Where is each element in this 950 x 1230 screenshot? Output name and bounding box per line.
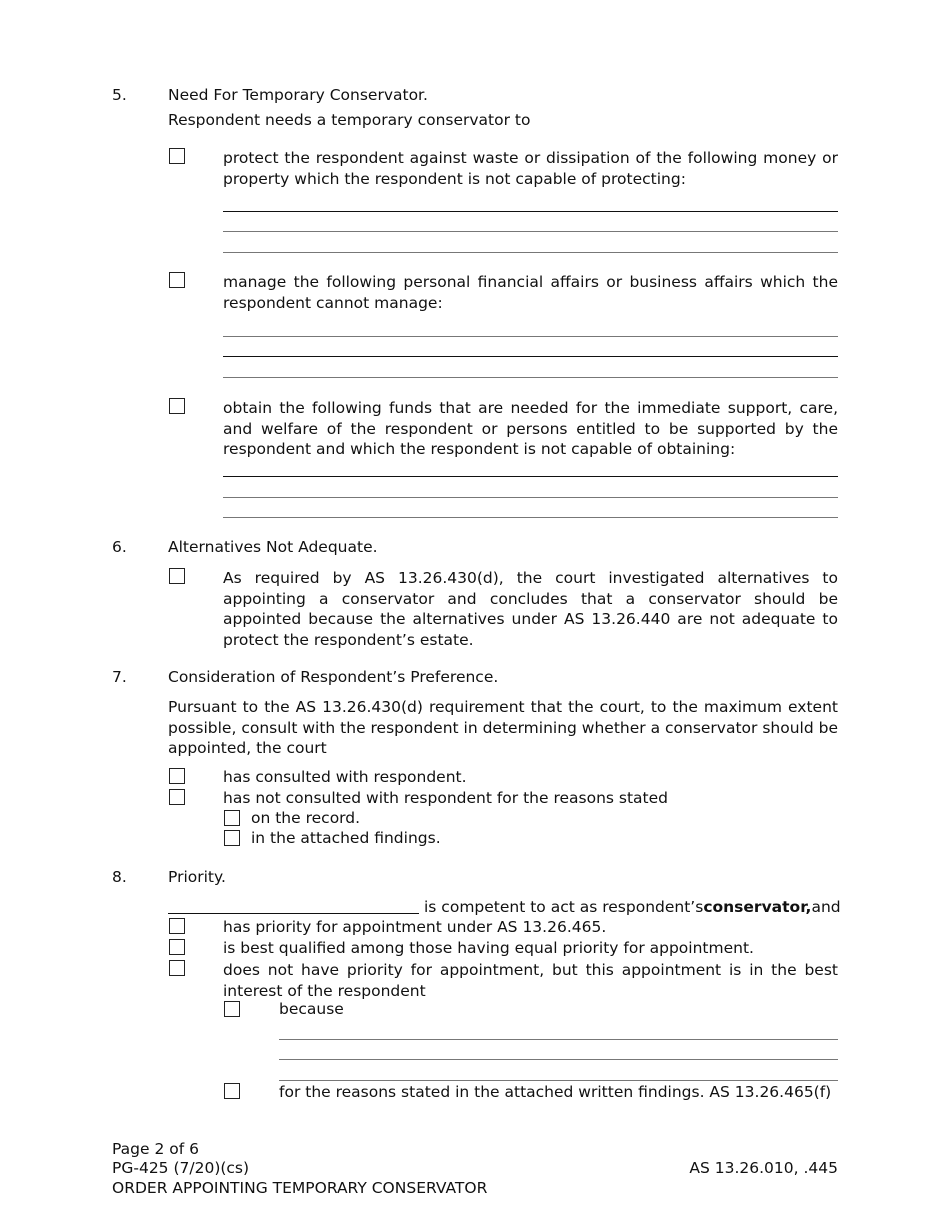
checkbox-best-qualified[interactable] (169, 939, 185, 955)
option-because: because (279, 1000, 344, 1018)
option-has-consulted: has consulted with respondent. (223, 768, 467, 786)
option-has-not-consulted: has not consulted with respondent for the reasons stated (223, 789, 669, 807)
protect-property-line-3[interactable] (223, 252, 838, 253)
conservator-name-field[interactable] (168, 913, 419, 914)
option-on-record: on the record. (251, 809, 361, 827)
checkbox-manage-affairs[interactable] (169, 272, 185, 288)
protect-property-line-1[interactable] (223, 211, 838, 212)
manage-affairs-line-3[interactable] (223, 377, 838, 378)
option-attached-findings: in the attached findings. (251, 829, 441, 847)
obtain-funds-line-2[interactable] (223, 497, 838, 498)
obtain-funds-line-1[interactable] (223, 476, 838, 477)
option-has-priority: has priority for appointment under AS 13.26.465. (223, 918, 607, 936)
option-manage-affairs: manage the following personal financial affairs or business affairs which the respondent cannot manage: (223, 273, 838, 312)
checkbox-attached-findings[interactable] (224, 830, 240, 846)
footer-statute: AS 13.26.010, .445 (689, 1159, 838, 1177)
option-obtain-funds: obtain the following funds that are needed for the immediate support, care, and welfare of the respondent or persons entitled to be supported by the respondent and which the respondent is not capable of obtaining: (223, 399, 838, 458)
option-protect-property: protect the respondent against waste or dissipation of the following money or property which the respondent is not capable of protecting: (223, 149, 838, 188)
because-line-2[interactable] (279, 1059, 838, 1060)
section-5-intro: Respondent needs a temporary conservator to (168, 111, 531, 129)
checkbox-alternatives-not-adequate[interactable] (169, 568, 185, 584)
option-written-findings: for the reasons stated in the attached written findings. AS 13.26.465(f) (279, 1083, 832, 1101)
manage-affairs-line-1[interactable] (223, 336, 838, 337)
section-7-intro: Pursuant to the AS 13.26.430(d) requirement that the court, to the maximum extent possible, consult with the respondent in determining whether a conservator should be appointed, the court (168, 698, 838, 757)
competent-and: and (811, 898, 841, 916)
option-best-qualified: is best qualified among those having equal priority for appointment. (223, 939, 754, 957)
checkbox-obtain-funds[interactable] (169, 398, 185, 414)
competent-statement (424, 898, 841, 916)
footer-form-number: PG-425 (7/20)(cs) (112, 1159, 250, 1177)
checkbox-no-priority[interactable] (169, 960, 185, 976)
protect-property-line-2[interactable] (223, 231, 838, 232)
checkbox-has-not-consulted[interactable] (169, 789, 185, 805)
option-no-priority: does not have priority for appointment, but this appointment is in the best interest of the respondent (223, 961, 838, 1000)
conservator-label: conservator, (703, 898, 812, 916)
checkbox-written-findings[interactable] (224, 1083, 240, 1099)
manage-affairs-line-2[interactable] (223, 356, 838, 357)
footer-page-number: Page 2 of 6 (112, 1140, 199, 1158)
section-8-title: Priority. (168, 868, 226, 886)
footer-form-title: ORDER APPOINTING TEMPORARY CONSERVATOR (112, 1179, 488, 1197)
checkbox-because[interactable] (224, 1001, 240, 1017)
section-5-title: Need For Temporary Conservator. (168, 86, 428, 104)
section-8-number: 8. (112, 868, 127, 886)
checkbox-has-consulted[interactable] (169, 768, 185, 784)
checkbox-has-priority[interactable] (169, 918, 185, 934)
checkbox-protect-property[interactable] (169, 148, 185, 164)
section-7-title: Consideration of Respondent’s Preference. (168, 668, 499, 686)
section-7-number: 7. (112, 668, 127, 686)
section-6-number: 6. (112, 538, 127, 556)
obtain-funds-line-3[interactable] (223, 517, 838, 518)
because-line-1[interactable] (279, 1039, 838, 1040)
option-alternatives-not-adequate: As required by AS 13.26.430(d), the court investigated alternatives to appointing a conservator and concludes that a conservator should be appointed because the alternatives under AS 13.26.440 are not adequate to protect the respondent’s estate. (223, 569, 838, 649)
section-6-title: Alternatives Not Adequate. (168, 538, 378, 556)
section-5-number: 5. (112, 86, 127, 104)
because-line-3[interactable] (279, 1080, 838, 1081)
competent-text: is competent to act as respondent’s (424, 898, 704, 916)
checkbox-on-record[interactable] (224, 810, 240, 826)
